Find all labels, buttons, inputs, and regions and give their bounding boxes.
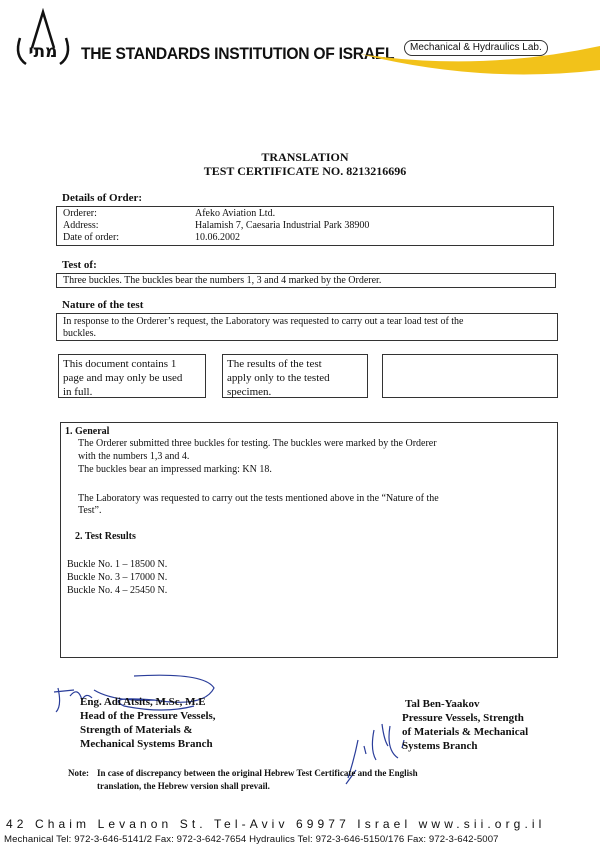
general-p2-line-2: Test”.	[78, 505, 102, 516]
nature-box	[56, 313, 558, 341]
right-signatory-line-2: Pressure Vessels, Strength	[402, 712, 524, 724]
empty-note-box	[382, 354, 558, 398]
result-item: Buckle No. 1 – 18500 N.	[67, 559, 168, 570]
document-pages-note-box	[58, 354, 206, 398]
results-note-line-2: apply only to the tested	[227, 372, 330, 384]
pages-note-line-1: This document contains 1	[63, 358, 177, 370]
right-signatory-line-1: Tal Ben-Yaakov	[405, 698, 480, 710]
test-of-text: Three buckles. The buckles bear the numbers 1, 3 and 4 marked by the Orderer.	[63, 275, 382, 286]
test-of-box	[56, 273, 556, 288]
result-item: Buckle No. 3 – 17000 N.	[67, 572, 168, 583]
order-details-box	[56, 206, 554, 246]
results-note-line-3: specimen.	[227, 386, 272, 398]
title-certificate-number: TEST CERTIFICATE NO. 8213216696	[203, 164, 407, 178]
address-label: Address:	[63, 220, 99, 231]
note-label: Note:	[68, 768, 89, 778]
left-signatory-line-2: Head of the Pressure Vessels,	[80, 710, 216, 722]
date-value: 10.06.2002	[195, 232, 240, 243]
right-signatory-line-4: Systems Branch	[402, 740, 478, 752]
footer-address: 42 Chaim Levanon St. Tel-Aviv 69977 Israel www.sii.org.il	[6, 817, 546, 831]
general-heading: 1. General	[65, 426, 110, 437]
footer-phones: Mechanical Tel: 972-3-646-5141/2 Fax: 972-3-642-7654 Hydraulics Tel: 972-3-646-5150/176 Fax: 972-3-642-5007	[4, 834, 499, 845]
title-translation: TRANSLATION	[261, 150, 349, 164]
results-apply-note-box	[222, 354, 368, 398]
pages-note-line-2: page and may only be used	[63, 372, 183, 384]
general-p2-line-1: The Laboratory was requested to carry out the tests mentioned above in the “Nature of the	[78, 493, 439, 504]
institution-name: THE STANDARDS INSTITUTION OF ISRAEL	[81, 44, 395, 63]
note-line-1: In case of discrepancy between the original Hebrew Test Certificate and the English	[97, 768, 418, 778]
right-signatory-line-3: of Materials & Mechanical	[402, 726, 529, 738]
order-heading: Details of Order:	[62, 192, 143, 204]
results-note-line-1: The results of the test	[227, 358, 322, 370]
result-item: Buckle No. 4 – 25450 N.	[67, 585, 168, 596]
nature-heading: Nature of the test	[62, 299, 144, 311]
pages-note-line-3: in full.	[63, 386, 93, 398]
main-content-box	[60, 422, 558, 658]
address-value: Halamish 7, Caesaria Industrial Park 38900	[195, 220, 370, 231]
date-label: Date of order:	[63, 232, 120, 243]
test-of-heading: Test of:	[62, 259, 97, 271]
orderer-label: Orderer:	[63, 208, 97, 219]
lab-badge	[404, 40, 548, 56]
results-heading: 2. Test Results	[75, 531, 136, 542]
left-signatory-line-4: Mechanical Systems Branch	[80, 738, 213, 750]
lab-badge-label: Mechanical & Hydraulics Lab.	[410, 42, 542, 53]
nature-line-1: In response to the Orderer’s request, the Laboratory was requested to carry out a tear load test of the	[63, 316, 464, 327]
left-signatory-line-3: Strength of Materials &	[80, 724, 193, 736]
general-p1-line-2: with the numbers 1,3 and 4.	[78, 451, 190, 462]
note-line-2: translation, the Hebrew version shall prevail.	[97, 781, 270, 791]
general-p1-line-3: The buckles bear an impressed marking: KN 18.	[78, 464, 272, 475]
general-p1-line-1: The Orderer submitted three buckles for testing. The buckles were marked by the Orderer	[78, 438, 437, 449]
left-signatory-line-1: Eng. Adi Atsits, M.Sc, M.E	[80, 696, 206, 708]
nature-line-2: buckles.	[63, 328, 97, 339]
hebrew-logo-text: מתי	[28, 42, 58, 62]
logo-emblem	[10, 8, 76, 68]
orderer-value: Afeko Aviation Ltd.	[195, 208, 276, 219]
